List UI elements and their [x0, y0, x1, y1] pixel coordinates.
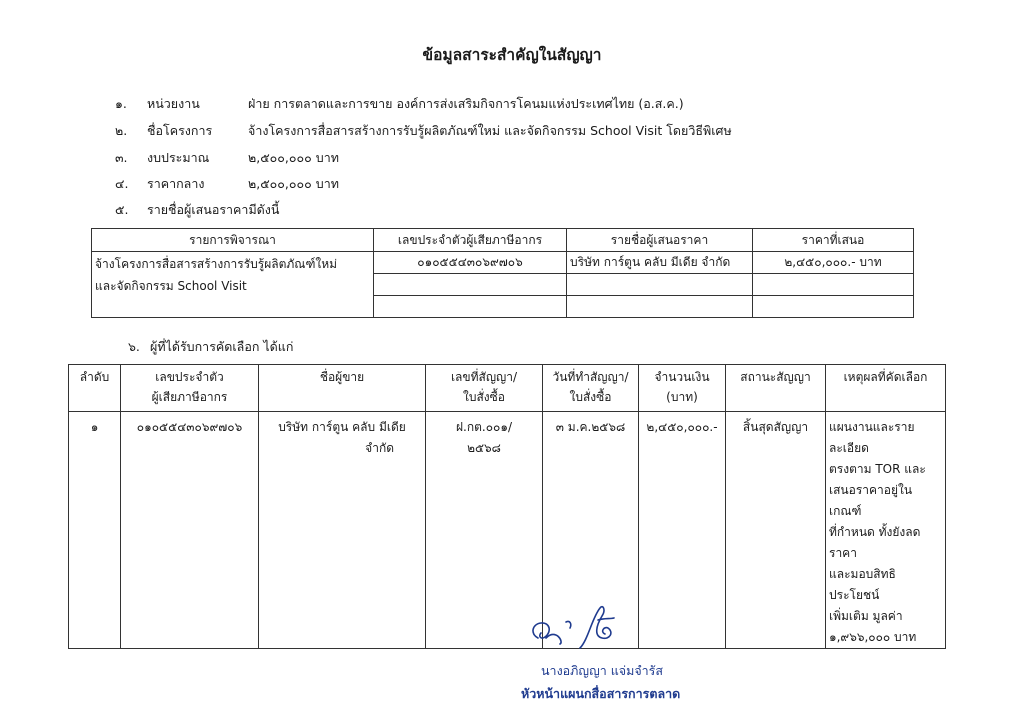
contract-number-line: ๒๕๖๘ [467, 441, 501, 455]
seller-name-line: บริษัท การ์ตูน คลับ มีเดีย [278, 420, 406, 434]
header-line: เหตุผลที่คัดเลือก [843, 370, 928, 384]
item-median-price [115, 174, 339, 194]
header-line: วันที่ทำสัญญา/ [552, 370, 629, 384]
header-line: สถานะสัญญา [740, 370, 811, 384]
item-label: ราคากลาง [147, 176, 205, 191]
empty-cell [567, 296, 753, 318]
item-number: ๕. [115, 202, 129, 217]
document-title: ข้อมูลสาระสำคัญในสัญญา [422, 46, 602, 64]
offered-price-cell: ๒,๔๕๐,๐๐๐.- บาท [753, 252, 914, 274]
reason-line: เสนอราคาอยู่ในเกณฑ์ [829, 483, 913, 518]
table-row [92, 252, 914, 274]
table-header-row [92, 229, 914, 252]
item-label: ชื่อโครงการ [147, 123, 213, 138]
seller-name-line: จำกัด [365, 441, 394, 455]
contract-date-cell: ๓ ม.ค.๒๕๖๘ [543, 412, 639, 649]
column-header [543, 365, 639, 412]
order-cell: ๑ [69, 412, 121, 649]
empty-cell [753, 296, 914, 318]
seller-name-cell [259, 412, 426, 649]
column-header: เลขประจำตัวผู้เสียภาษีอากร [374, 229, 567, 252]
tax-id-cell: ๐๑๐๕๕๔๓๐๖๙๗๐๖ [121, 412, 259, 649]
selection-reason-cell [826, 412, 946, 649]
column-header [259, 365, 426, 412]
header-line: ใบสั่งซื้อ [569, 390, 612, 404]
signer-position: หัวหน้าแผนกสื่อสารการตลาด [521, 686, 681, 701]
signature-scribble [510, 598, 730, 656]
empty-cell [567, 274, 753, 296]
reason-line: ๑,๙๖๖,๐๐๐ บาท [829, 630, 917, 644]
item-project-name [115, 121, 732, 141]
item-value: ๒,๕๐๐,๐๐๐ บาท [248, 176, 339, 191]
item-label: งบประมาณ [147, 150, 210, 165]
empty-cell [753, 274, 914, 296]
amount-cell: ๒,๔๕๐,๐๐๐.- [639, 412, 726, 649]
item-budget [115, 148, 339, 168]
header-line: ผู้เสียภาษีอากร [151, 390, 228, 404]
tax-id-cell: ๐๑๐๕๕๔๓๐๖๙๗๐๖ [374, 252, 567, 274]
header-line: ลำดับ [79, 370, 110, 384]
reason-line: ตรงตาม TOR และ [829, 462, 926, 476]
item-description-cell [92, 252, 374, 318]
reason-line: แผนงานและรายละเอียด [829, 420, 915, 455]
item-agency [115, 94, 684, 114]
header-line: (บาท) [666, 390, 698, 404]
empty-cell [374, 296, 567, 318]
signature-image [510, 598, 730, 656]
header-line: เลขที่สัญญา/ [450, 370, 518, 384]
selected-vendor-table [68, 364, 946, 649]
item-bidders-heading [115, 200, 279, 220]
column-header [726, 365, 826, 412]
item-number: ๑. [115, 96, 127, 111]
item-value: ฝ่าย การตลาดและการขาย องค์การส่งเสริมกิจการโคนมแห่งประเทศไทย (อ.ส.ค.) [248, 96, 684, 111]
column-header [121, 365, 259, 412]
table-header-row [69, 365, 946, 412]
contract-status-cell: สิ้นสุดสัญญา [726, 412, 826, 649]
item-number: ๖. [128, 339, 140, 354]
signer-name: นางอภิญญา แจ่มจำรัส [541, 663, 664, 678]
item-number: ๒. [115, 123, 128, 138]
item-label: รายชื่อผู้เสนอราคามีดังนี้ [147, 202, 280, 217]
item-value: ๒,๕๐๐,๐๐๐ บาท [248, 150, 339, 165]
empty-cell [374, 274, 567, 296]
reason-line: และมอบสิทธิประโยชน์ [829, 567, 896, 602]
column-header: ราคาที่เสนอ [753, 229, 914, 252]
table-row [69, 412, 946, 649]
header-line: ชื่อผู้ขาย [319, 370, 365, 384]
bidder-name-cell: บริษัท การ์ตูน คลับ มีเดีย จำกัด [567, 252, 753, 274]
item-value: จ้างโครงการสื่อสารสร้างการรับรู้ผลิตภัณฑ์ใหม่ และจัดกิจกรรม School Visit โดยวิธีพิเศษ [248, 123, 732, 138]
item-description-line: จ้างโครงการสื่อสารสร้างการรับรู้ผลิตภัณฑ์ใหม่ [95, 257, 338, 271]
reason-line: เพิ่มเติม มูลค่า [829, 609, 903, 623]
header-line: จำนวนเงิน [654, 370, 710, 384]
column-header: รายชื่อผู้เสนอราคา [567, 229, 753, 252]
bidders-table [91, 228, 914, 318]
column-header: รายการพิจารณา [92, 229, 374, 252]
item-selected-heading [128, 337, 293, 357]
item-number: ๔. [115, 176, 129, 191]
item-label: ผู้ที่ได้รับการคัดเลือก ได้แก่ [150, 339, 294, 354]
column-header [426, 365, 543, 412]
item-label: หน่วยงาน [147, 96, 200, 111]
item-description-line: และจัดกิจกรรม School Visit [95, 279, 247, 293]
header-line: เลขประจำตัว [155, 370, 224, 384]
header-line: ใบสั่งซื้อ [462, 390, 505, 404]
column-header [69, 365, 121, 412]
reason-line: ที่กำหนด ทั้งยังลดราคา [829, 525, 921, 560]
contract-number-line: ฝ.กต.๐๐๑/ [455, 420, 513, 434]
item-number: ๓. [115, 150, 128, 165]
column-header [639, 365, 726, 412]
column-header [826, 365, 946, 412]
